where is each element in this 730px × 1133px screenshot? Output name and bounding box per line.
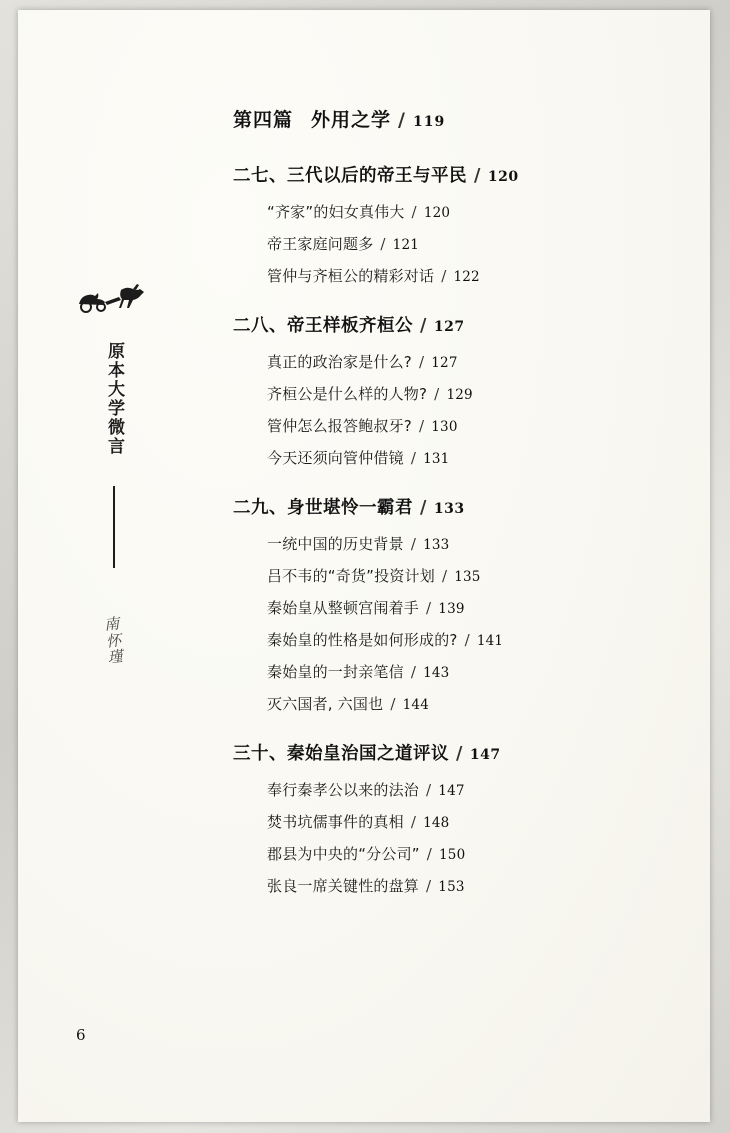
- separator-slash: /: [410, 535, 417, 553]
- toc-chapter-page: 120: [487, 169, 519, 185]
- toc-section-page: 143: [423, 665, 450, 681]
- toc-section-page: 139: [438, 601, 465, 617]
- toc-chapter-page: 147: [469, 747, 501, 763]
- separator-slash: /: [474, 166, 481, 186]
- toc-section[interactable]: [267, 447, 663, 468]
- horse-carriage-icon: [75, 280, 153, 314]
- toc-section-page: 133: [423, 537, 450, 553]
- toc-group: [233, 740, 663, 896]
- toc-chapter[interactable]: [233, 494, 663, 519]
- toc-section-page: 121: [392, 237, 420, 253]
- toc-section-page: 144: [402, 697, 429, 713]
- spine-title: 原本大学微言: [103, 342, 124, 456]
- toc-section-label: 一统中国的历史背景: [267, 535, 404, 553]
- toc-chapter-page: 127: [433, 319, 465, 335]
- toc-section-page: 153: [438, 879, 465, 895]
- toc-group: [233, 312, 663, 468]
- toc-section[interactable]: [267, 661, 663, 682]
- toc-section-label: “齐家”的妇女真伟大: [267, 203, 405, 221]
- toc-section[interactable]: [267, 875, 663, 896]
- toc-section-label: 灭六国者, 六国也: [267, 695, 384, 713]
- toc-chapter-label: 二七、三代以后的帝王与平民: [233, 166, 467, 186]
- toc-section[interactable]: [267, 779, 663, 800]
- toc-part-heading: [233, 105, 663, 132]
- toc-section[interactable]: [267, 233, 663, 254]
- toc-chapter-label: 二九、身世堪怜一霸君: [233, 498, 413, 518]
- separator-slash: /: [426, 599, 432, 617]
- toc-group: [233, 494, 663, 714]
- toc-section-label: 焚书坑儒事件的真相: [267, 813, 404, 831]
- toc-section[interactable]: [267, 533, 663, 554]
- toc-section-label: 秦始皇从整顿宫闱着手: [267, 599, 420, 617]
- page-number: 6: [76, 1026, 86, 1044]
- toc-section-page: 120: [423, 205, 451, 221]
- separator-slash: /: [410, 449, 417, 467]
- toc-section-page: 122: [453, 269, 480, 285]
- toc-section[interactable]: [267, 565, 663, 586]
- separator-slash: /: [418, 353, 425, 371]
- toc-section[interactable]: [267, 693, 663, 714]
- toc-part-page: 119: [412, 114, 446, 130]
- seal-char-1: 南: [103, 614, 121, 634]
- toc-section-page: 131: [423, 451, 450, 467]
- seal-char-2: 怀: [105, 630, 122, 651]
- toc-chapter[interactable]: [233, 162, 663, 187]
- separator-slash: /: [411, 203, 417, 221]
- toc-section-page: 129: [446, 387, 473, 403]
- toc-part-name: 外用之学: [311, 109, 392, 131]
- separator-slash: /: [410, 813, 417, 831]
- author-signature-seal: [64, 611, 164, 670]
- toc-section-label: 张良一席关键性的盘算: [267, 877, 420, 895]
- separator-slash: /: [390, 695, 396, 713]
- toc-section-label: 秦始皇的性格是如何形成的?: [267, 631, 458, 649]
- separator-slash: /: [441, 267, 447, 285]
- toc-section[interactable]: [267, 351, 663, 372]
- toc-section-label: 真正的政治家是什么?: [267, 353, 412, 371]
- toc-section-label: 帝王家庭问题多: [267, 235, 374, 253]
- toc-chapter-page: 133: [433, 501, 465, 517]
- toc-section-label: 奉行秦孝公以来的法治: [267, 781, 420, 799]
- toc-part-label: 第四篇: [233, 109, 294, 131]
- toc-section-label: 吕不韦的“奇货”投资计划: [267, 567, 435, 585]
- toc-section-label: 秦始皇的一封亲笔信: [267, 663, 404, 681]
- toc-section[interactable]: [267, 811, 663, 832]
- toc-section-page: 127: [431, 355, 458, 371]
- separator-slash: /: [380, 235, 386, 253]
- toc-section-page: 135: [454, 569, 481, 585]
- toc-section-page: 147: [438, 783, 465, 799]
- separator-slash: /: [398, 109, 406, 131]
- separator-slash: /: [426, 781, 432, 799]
- toc-section[interactable]: [267, 843, 663, 864]
- separator-slash: /: [441, 567, 448, 585]
- toc-section-label: 管仲怎么报答鲍叔牙?: [267, 417, 412, 435]
- paper-surface: [18, 10, 710, 1122]
- toc-section-label: 管仲与齐桓公的精彩对话: [267, 267, 435, 285]
- toc-chapter[interactable]: [233, 740, 663, 765]
- toc-section-page: 141: [476, 633, 504, 649]
- separator-slash: /: [434, 385, 440, 403]
- toc-section[interactable]: [267, 383, 663, 404]
- toc-section[interactable]: [267, 265, 663, 286]
- toc-chapter-label: 三十、秦始皇治国之道评议: [233, 744, 449, 764]
- separator-slash: /: [426, 877, 432, 895]
- toc-section-label: 今天还须向管仲借镜: [267, 449, 404, 467]
- separator-slash: /: [456, 744, 463, 764]
- seal-char-3: 瑾: [106, 647, 124, 667]
- toc-section-page: 148: [423, 815, 450, 831]
- separator-slash: /: [418, 417, 425, 435]
- toc-section-page: 130: [431, 419, 458, 435]
- book-page: [18, 10, 710, 1122]
- toc-chapter-label: 二八、帝王样板齐桓公: [233, 316, 413, 336]
- separator-slash: /: [420, 498, 427, 518]
- toc-section[interactable]: [267, 629, 663, 650]
- toc-group: [233, 162, 663, 286]
- toc-chapter[interactable]: [233, 312, 663, 337]
- separator-slash: /: [420, 316, 427, 336]
- spine-decoration: [66, 280, 161, 666]
- toc-section-page: 150: [439, 847, 466, 863]
- toc-section[interactable]: [267, 201, 663, 222]
- separator-slash: /: [464, 631, 470, 649]
- toc-section-label: 郡县为中央的“分公司”: [267, 845, 420, 863]
- separator-slash: /: [410, 663, 417, 681]
- table-of-contents: [233, 105, 663, 907]
- spine-rule: [113, 486, 115, 568]
- toc-section[interactable]: [267, 415, 663, 436]
- toc-section[interactable]: [267, 597, 663, 618]
- separator-slash: /: [426, 845, 433, 863]
- toc-section-label: 齐桓公是什么样的人物?: [267, 385, 428, 403]
